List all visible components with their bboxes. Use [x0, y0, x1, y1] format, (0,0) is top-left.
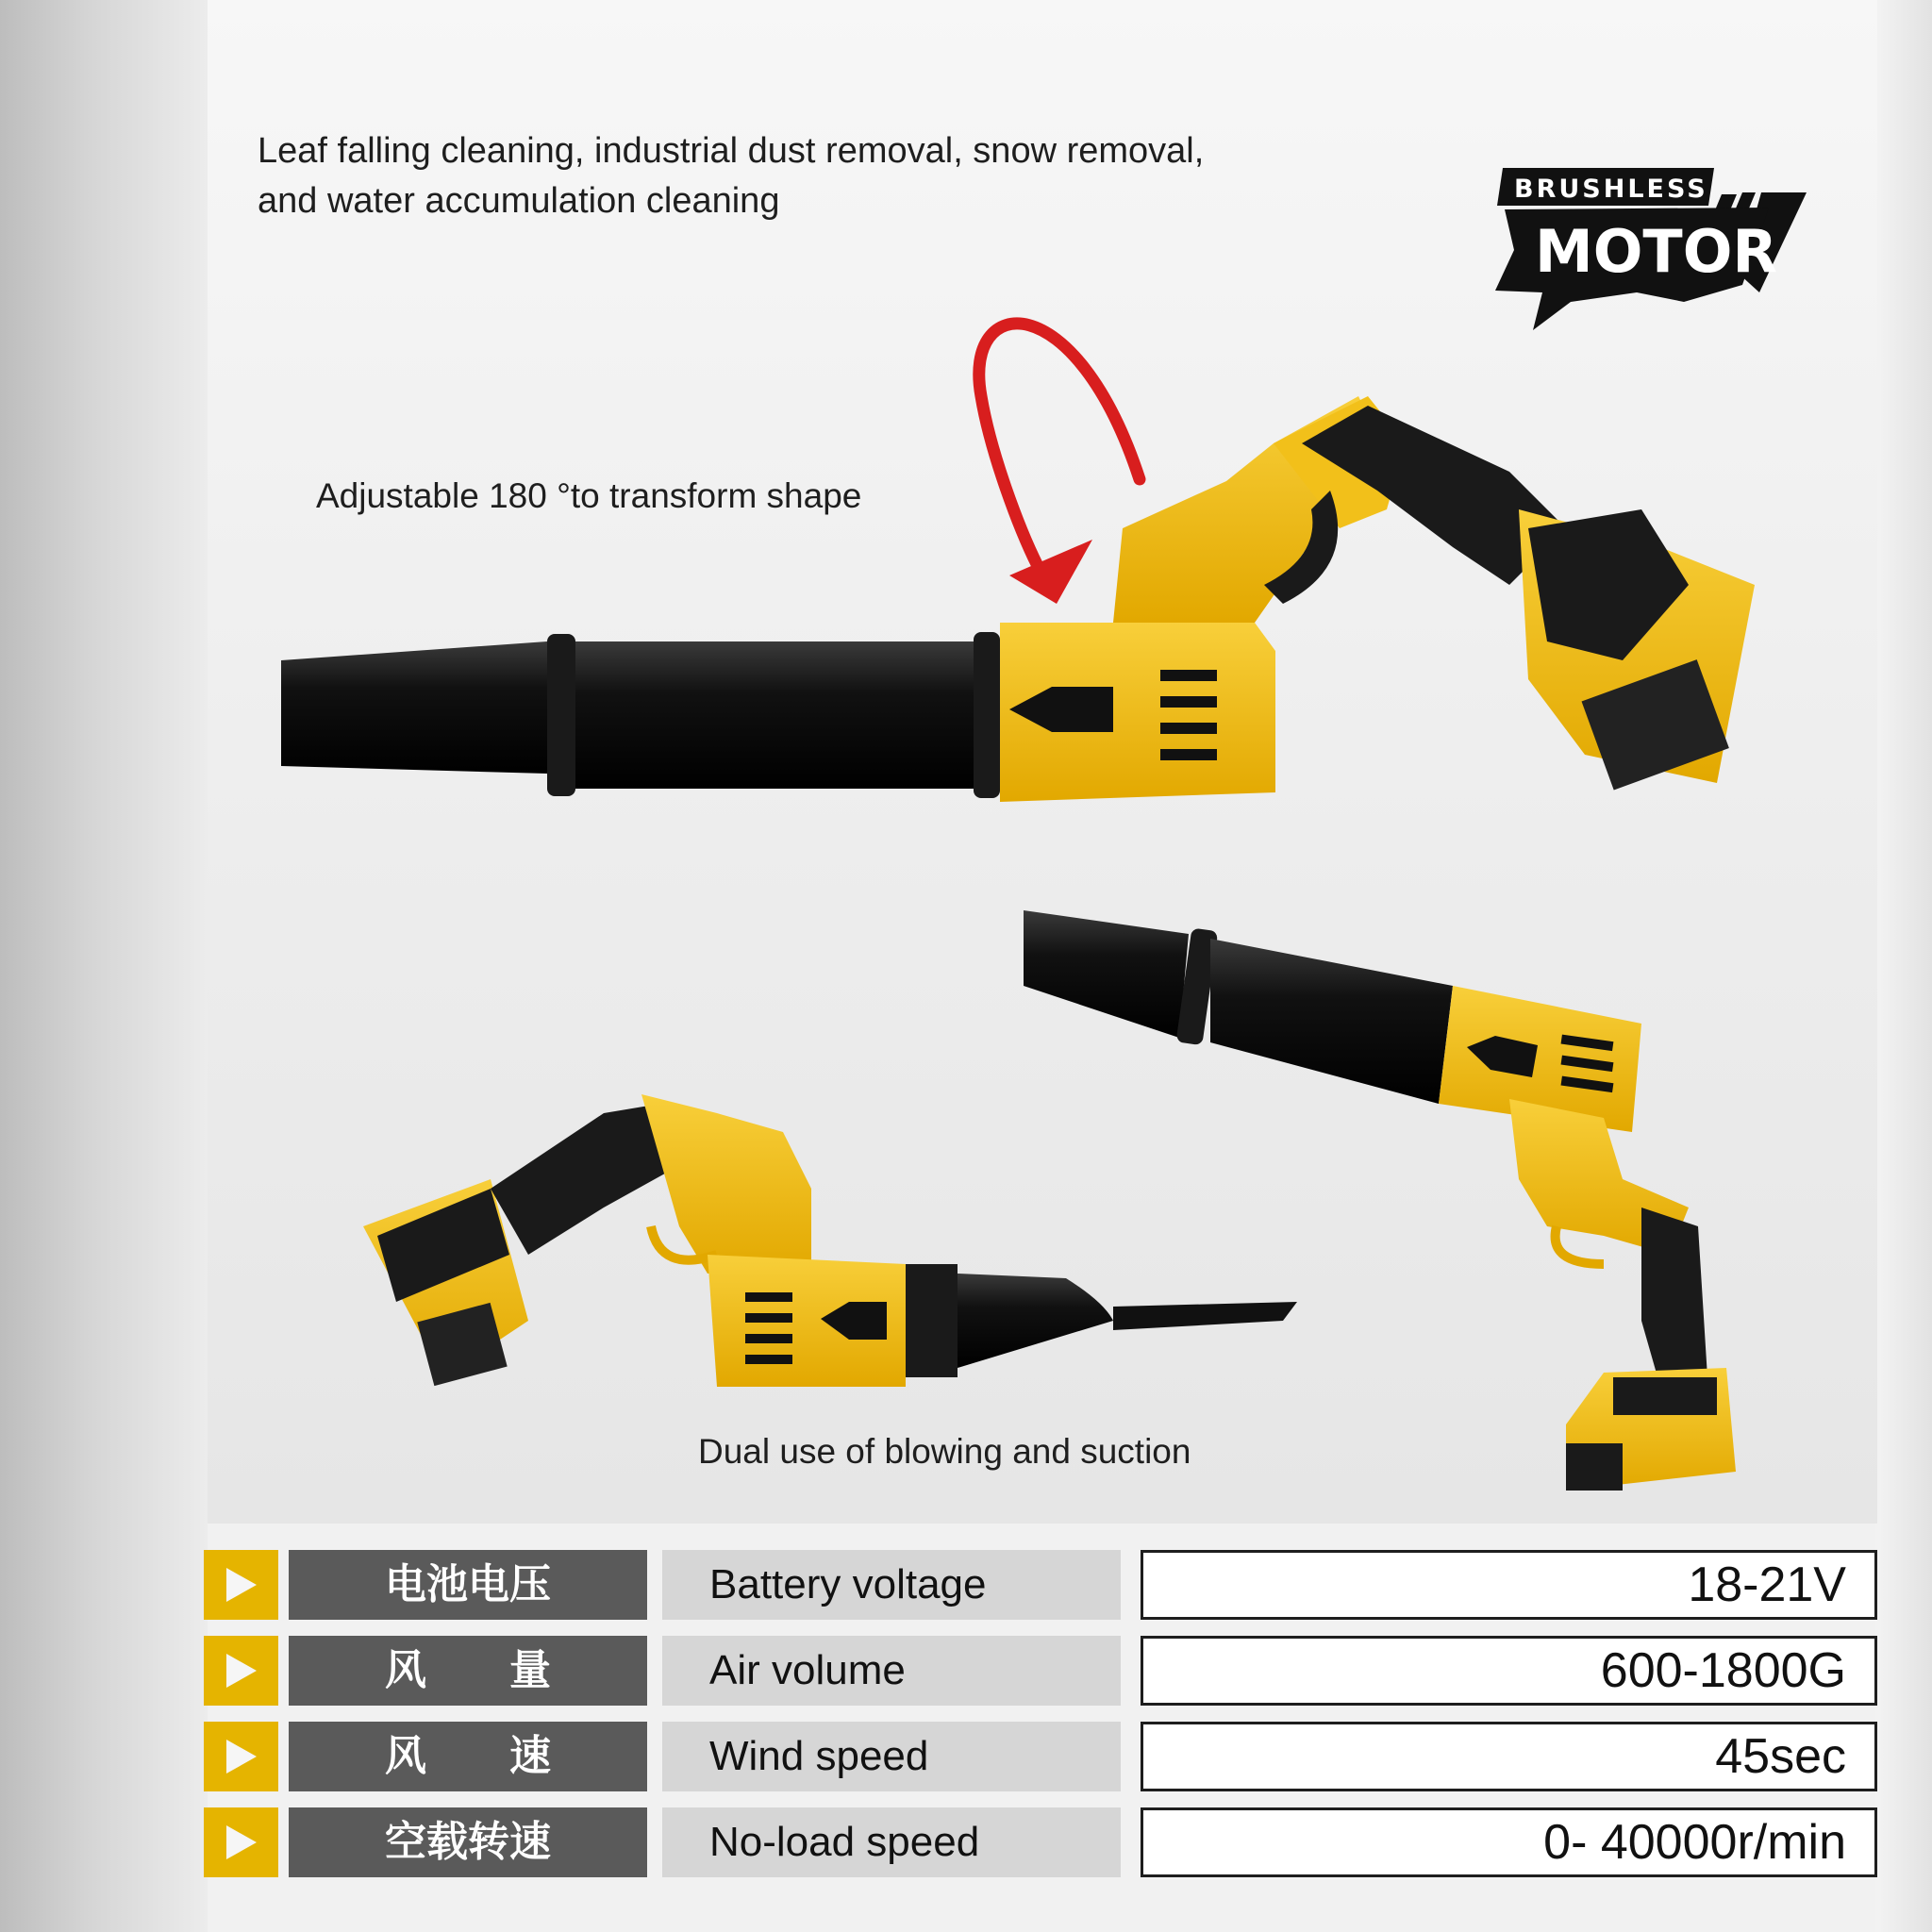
spec-value: 45sec	[1141, 1722, 1877, 1791]
spec-row	[204, 1807, 1877, 1877]
spec-row	[204, 1722, 1877, 1791]
spec-value: 600-1800G	[1141, 1636, 1877, 1706]
badge-top-text: BRUSHLESS	[1514, 175, 1708, 204]
badge-bottom-text: MOTOR	[1535, 217, 1778, 286]
play-arrow-icon	[204, 1550, 278, 1620]
blower-main-image	[281, 396, 1755, 802]
spec-label-cn: 空载转速	[289, 1807, 647, 1877]
caption-dual-use: Dual use of blowing and suction	[698, 1432, 1191, 1471]
caption-adjustable: Adjustable 180 °to transform shape	[316, 476, 862, 515]
spec-label-en: Battery voltage	[662, 1550, 1121, 1620]
spec-label-cn: 风 量	[289, 1636, 647, 1706]
spec-row	[204, 1550, 1877, 1620]
blower-suction-image	[363, 1094, 1297, 1387]
spec-label-cn: 电池电压	[289, 1550, 647, 1620]
spec-label-cn: 风 速	[289, 1722, 647, 1791]
spec-value: 18-21V	[1141, 1550, 1877, 1620]
play-arrow-icon	[204, 1807, 278, 1877]
headline-line-1: Leaf falling cleaning, industrial dust removal, snow removal,	[258, 131, 1205, 171]
spec-value: 0- 40000r/min	[1141, 1807, 1877, 1877]
blower-upright-image	[1024, 910, 1736, 1491]
spec-row	[204, 1636, 1877, 1706]
play-arrow-icon	[204, 1722, 278, 1791]
rotate-arrow-icon	[979, 324, 1140, 604]
spec-label-en: Wind speed	[662, 1722, 1121, 1791]
headline-line-2: and water accumulation cleaning	[258, 181, 780, 221]
spec-label-en: Air volume	[662, 1636, 1121, 1706]
play-arrow-icon	[204, 1636, 278, 1706]
spec-label-en: No-load speed	[662, 1807, 1121, 1877]
